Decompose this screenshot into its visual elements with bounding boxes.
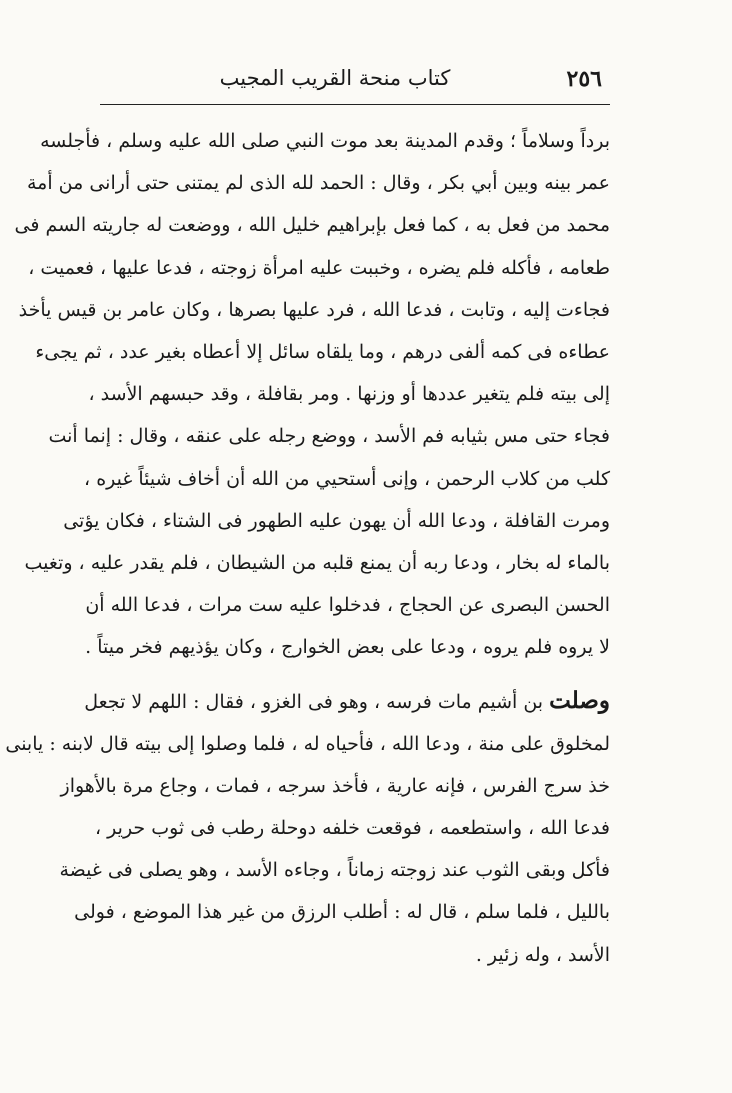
text-line: فدعا الله ، واستطعمه ، فوقعت خلفه دوحلة رطب فى ثوب حرير ،	[95, 817, 610, 839]
text-line: فجاء حتى مس بثيابه فم الأسد ، ووضع رجله على عنقه ، وقال : إنما أنت	[48, 425, 610, 448]
running-title: كتاب منحة القريب المجيب	[219, 66, 451, 90]
text-line: محمد من فعل به ، كما فعل بإبراهيم خليل الله ، ووضعت له جاريته السم فى	[14, 214, 610, 237]
text-line: الحسن البصرى عن الحجاج ، فدخلوا عليه ست مرات ، فدعا الله أن	[85, 594, 610, 617]
paragraph-2	[5, 680, 610, 975]
text-line: خذ سرج الفرس ، فإنه عارية ، فأخذ سرجه ، فمات ، وجاع مرة بالأهواز	[60, 774, 610, 797]
paragraph-1	[14, 120, 610, 668]
page-number: ٢٥٦	[566, 66, 602, 92]
text-line: فجاءت إليه ، وتابت ، فدعا الله ، فرد عليها بصرها ، وكان عامر بن قيس يأخذ	[18, 298, 610, 321]
paragraph-gap	[100, 668, 610, 680]
text-line: بالليل ، فلما سلم ، قال له : أطلب الرزق من غير هذا الموضع ، فولى	[74, 901, 610, 924]
text-line: لا يروه فلم يروه ، ودعا على بعض الخوارج ، وكان يؤذيهم فخر ميتاً .	[85, 636, 610, 659]
text-line: طعامه ، فأكله فلم يضره ، وخببت عليه امرأة زوجته ، فدعا عليها ، فعميت ،	[28, 256, 610, 279]
text-line: عطاءه فى كمه ألفى درهم ، وما يلقاه سائل إلا أعطاه بغير عدد ، ثم يجىء	[35, 340, 610, 363]
page-header	[100, 66, 610, 100]
text-line: الأسد ، وله زئير .	[475, 943, 610, 966]
text-line-first	[84, 680, 610, 722]
text-line: إلى بيته فلم يتغير عددها أو وزنها . ومر بقافلة ، وقد حبسهم الأسد ،	[88, 383, 610, 406]
header-rule	[100, 104, 610, 105]
text-line: عمر بينه وبين أبي بكر ، وقال : الحمد لله الذى لم يمتنى حتى أرانى من أمة	[26, 172, 610, 195]
paragraph-lead-word: وصلت	[549, 687, 610, 715]
text-line: ومرت القافلة ، ودعا الله أن يهون عليه الطهور فى الشتاء ، فكان يؤتى	[63, 509, 610, 532]
text-line: كلب من كلاب الرحمن ، وإنى أستحيي من الله أن أخاف شيئاً غيره ،	[84, 467, 610, 490]
text-line: برداً وسلاماً ؛ وقدم المدينة بعد موت النبي صلى الله عليه وسلم ، فأجلسه	[40, 130, 610, 152]
first-line-rest: بن أشيم مات فرسه ، وهو فى الغزو ، فقال : اللهم لا تجعل	[84, 691, 544, 714]
body-text	[5, 120, 610, 976]
text-line: لمخلوق على منة ، ودعا الله ، فأحياه له ، فلما وصلوا إلى بيته قال لابنه : يابنى	[5, 732, 610, 755]
text-line: بالماء له بخار ، ودعا ربه أن يمنع قلبه من الشيطان ، فلم يقدر عليه ، وتغيب	[24, 551, 610, 574]
text-line: فأكل وبقى الثوب عند زوجته زماناً ، وجاءه الأسد ، وهو يصلى فى غيضة	[59, 859, 610, 882]
